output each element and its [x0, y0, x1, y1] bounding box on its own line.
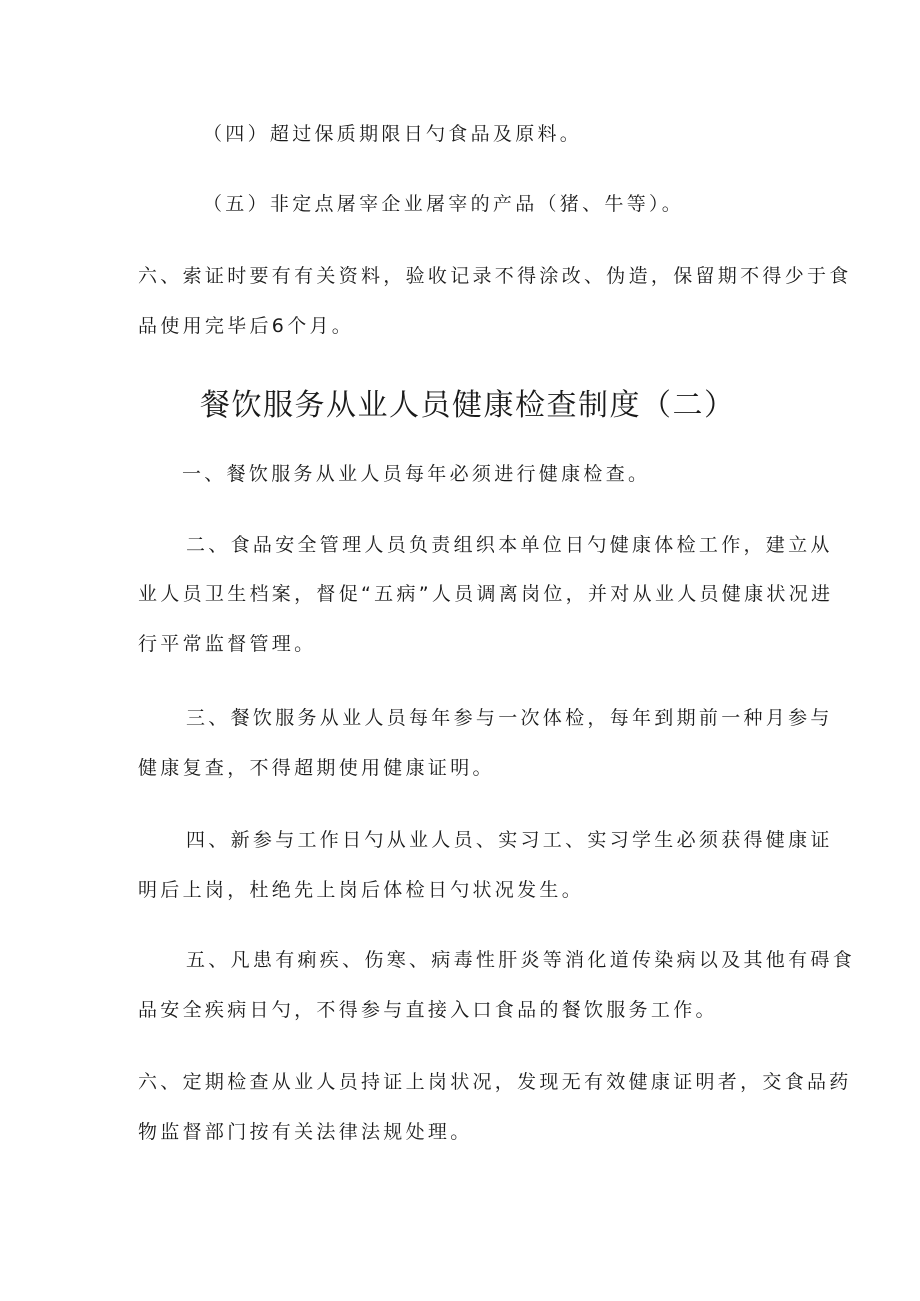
paragraph-6-line-1: 六、索证时要有有关资料，验收记录不得涂改、伪造，保留期不得少于食: [138, 265, 852, 287]
health-paragraph-2-line-1: 二、食品安全管理人员负责组织本单位日勺健康体检工作，建立从: [186, 534, 833, 556]
health-paragraph-5-line-1: 五、凡患有痢疾、伤寒、病毒性肝炎等消化道传染病以及其他有碍食: [186, 949, 856, 971]
section-title: 餐饮服务从业人员健康检查制度（二）: [200, 388, 736, 423]
health-paragraph-3-line-1: 三、餐饮服务从业人员每年参与一次体检，每年到期前一种月参与: [186, 707, 833, 729]
paragraph-6-line-2: 品使用完毕后6个月。: [138, 315, 355, 337]
health-paragraph-1: 一、餐饮服务从业人员每年必须进行健康检查。: [182, 463, 651, 485]
health-paragraph-4-line-2: 明后上岗，杜绝先上岗后体检日勺状况发生。: [138, 879, 585, 901]
health-paragraph-6-line-2: 物监督部门按有关法律法规处理。: [138, 1121, 473, 1143]
health-paragraph-4-line-1: 四、新参与工作日勺从业人员、实习工、实习学生必须获得健康证: [186, 829, 833, 851]
health-paragraph-5-line-2: 品安全疾病日勺，不得参与直接入口食品的餐饮服务工作。: [138, 999, 718, 1021]
health-paragraph-6-line-1: 六、定期检查从业人员持证上岗状况，发现无有效健康证明者，交食品药: [138, 1071, 852, 1093]
health-paragraph-2-line-2: 业人员卫生档案，督促“五病”人员调离岗位，并对从业人员健康状况进: [138, 583, 834, 605]
list-item-5: （五）非定点屠宰企业屠宰的产品（猪、牛等）。: [203, 193, 685, 215]
list-item-4: （四）超过保质期限日勺食品及原料。: [203, 123, 583, 145]
health-paragraph-3-line-2: 健康复查，不得超期使用健康证明。: [138, 757, 495, 779]
health-paragraph-2-line-3: 行平常监督管理。: [138, 633, 317, 655]
